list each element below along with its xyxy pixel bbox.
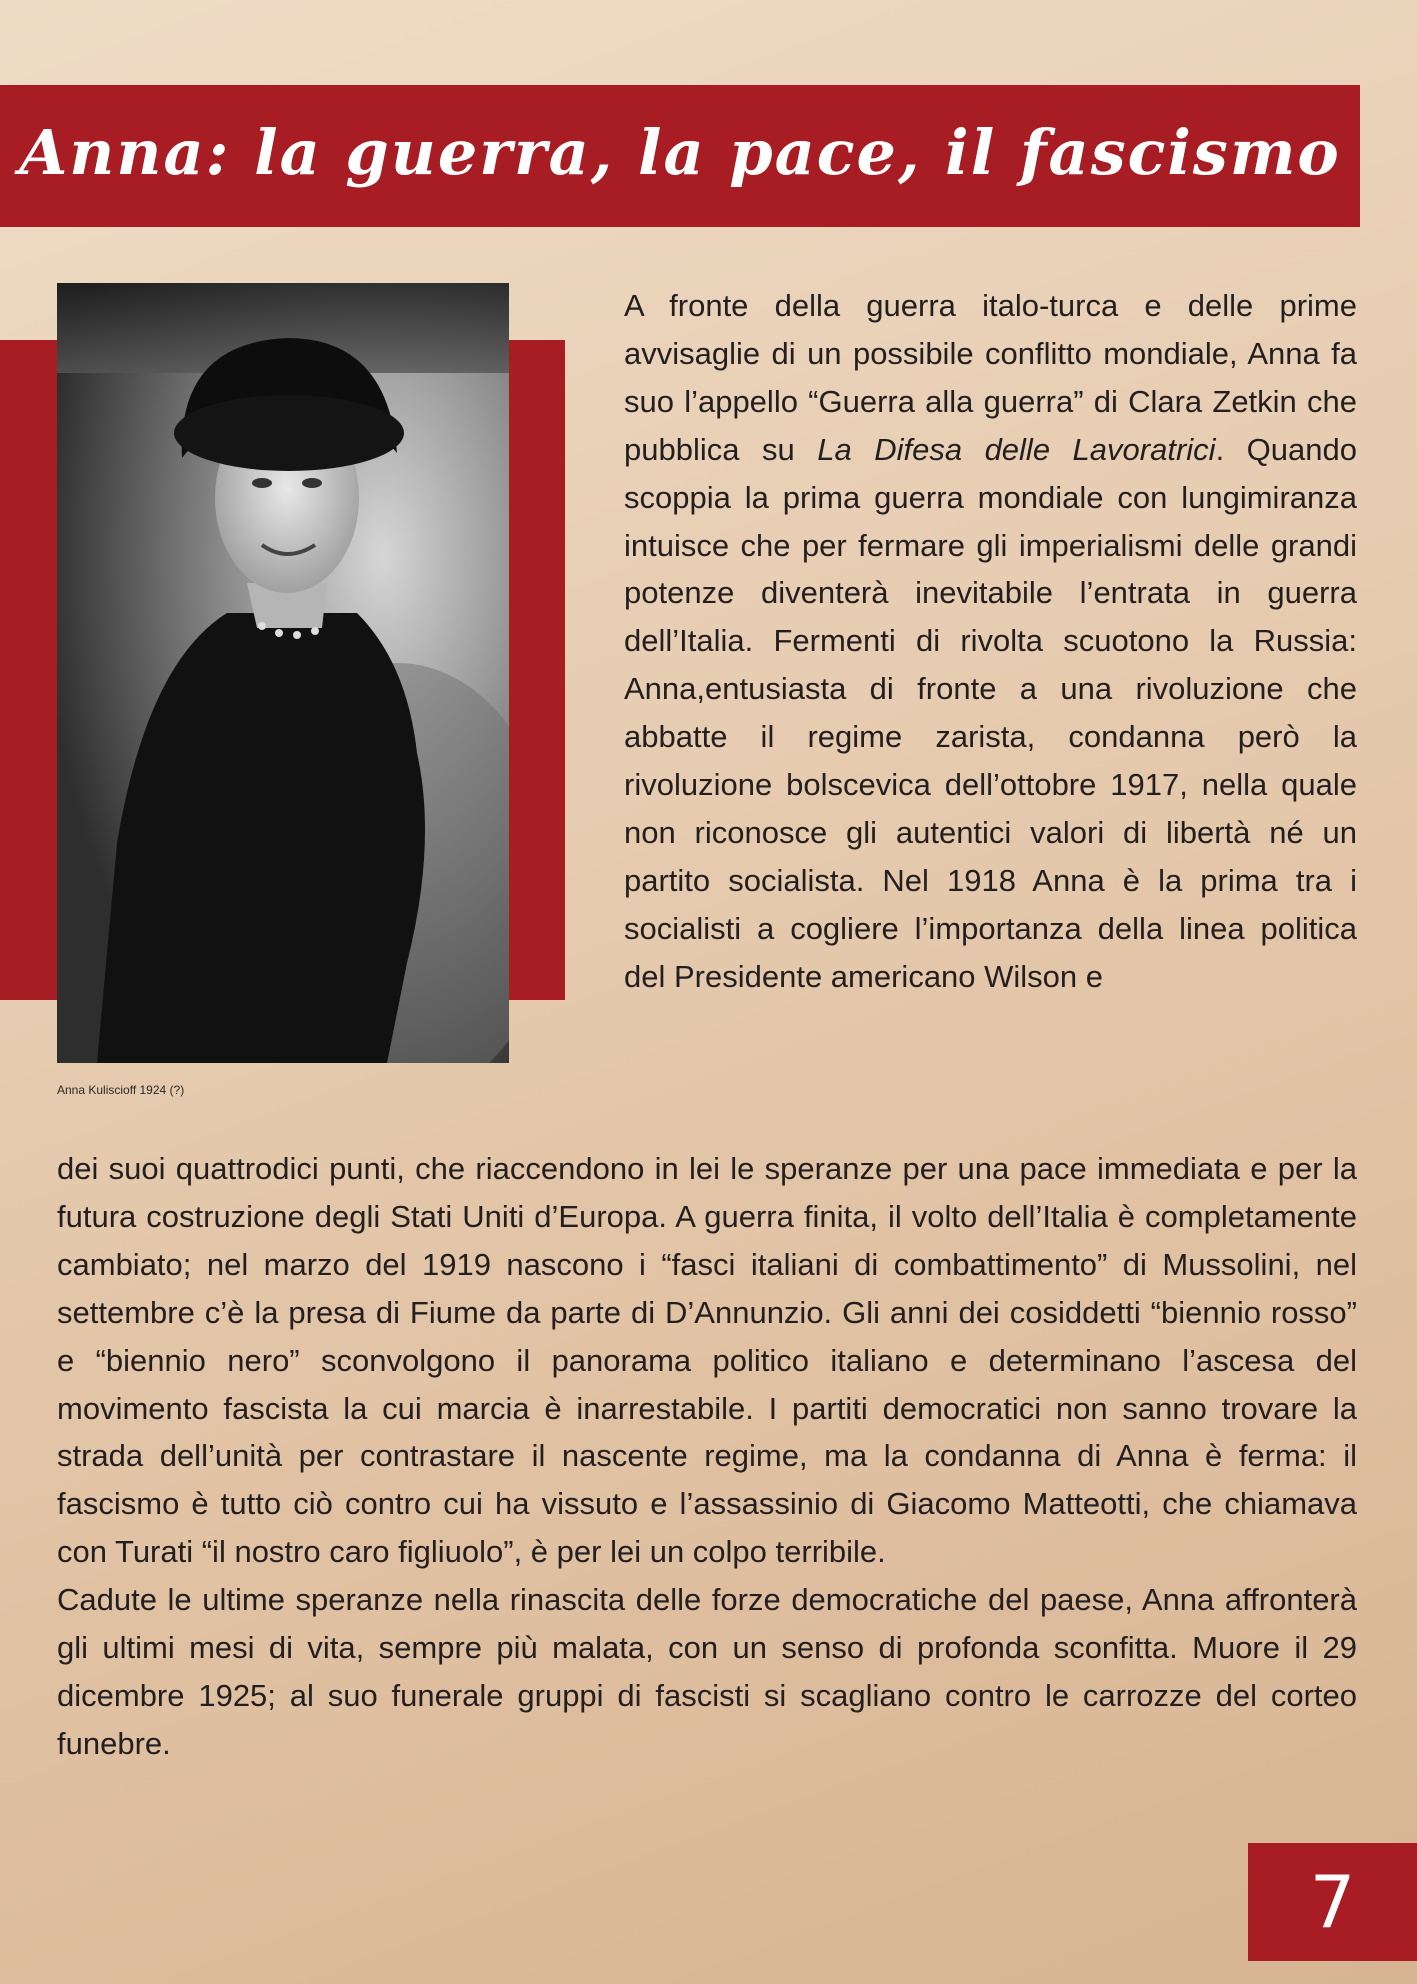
side-paragraph: [624, 282, 1357, 1001]
full-width-text: [57, 1145, 1357, 1768]
portrait-illustration: [57, 283, 509, 1063]
full-paragraph-2: Cadute le ultime speranze nella rinascita delle forze democratiche del paese, Anna affronterà gli ultimi mesi di vita, sempre più malata, con un senso di profonda sconfitta. Muore il 29 dicembre 1925; al suo funerale gruppi di fascisti si scagliano contro le carrozze del corteo funebre.: [57, 1582, 1357, 1761]
side-text-part2: . Quando scoppia la prima guerra mondiale con lungimiranza intuisce che per fermare gli imperialismi delle grandi potenze diventerà inevitabile l’entrata in guerra dell’Italia. Fermenti di rivolta scuotono la Russia: Anna,entusiasta di fronte a una rivoluzione che abbatte il regime zarista, condanna però la rivoluzione bolscevica dell’ottobre 1917, nella quale non riconosce gli autentici valori di libertà né un partito socialista. Nel 1918 Anna è la prima tra i socialisti a cogliere l’importanza della linea politica del Presidente americano Wilson e: [624, 431, 1357, 994]
side-text-column: [624, 282, 1357, 1001]
page-title: Anna: la guerra, la pace, il fascismo: [19, 115, 1341, 189]
page-number-badge: [1248, 1843, 1417, 1961]
full-paragraph-1: dei suoi quattrodici punti, che riaccendono in lei le speranze per una pace immediata e per la futura costruzione degli Stati Uniti d’Europa. A guerra finita, il volto dell’Italia è completamente cambiato; nel marzo del 1919 nascono i “fasci italiani di combattimento” di Mussolini, nel settembre c’è la presa di Fiume da parte di D’Annunzio. Gli anni dei cosiddetti “biennio rosso” e “biennio nero” sconvolgono il panorama politico italiano e determinano l’ascesa del movimento fascista la cui marcia è inarrestabile. I partiti democratici non sanno trovare la strada dell’unità per contrastare il nascente regime, ma la condanna di Anna è ferma: il fascismo è tutto ciò contro cui ha vissuto e l’assassinio di Giacomo Matteotti, che chiamava con Turati “il nostro caro figliuolo”, è per lei un colpo terribile.: [57, 1151, 1357, 1570]
page-number: 7: [1309, 1860, 1356, 1944]
publication-title: La Difesa delle Lavoratrici: [817, 431, 1216, 467]
side-text-part1: A fronte della guerra italo-turca e delle prime avvisaglie di un possibile conflitto mondiale, Anna fa suo l’appello “Guerra alla guerra” di Clara Zetkin che pubblica su: [624, 288, 1357, 467]
portrait-photo: [57, 283, 509, 1063]
photo-caption: Anna Kuliscioff 1924 (?): [57, 1083, 185, 1097]
title-bar: [0, 85, 1360, 227]
